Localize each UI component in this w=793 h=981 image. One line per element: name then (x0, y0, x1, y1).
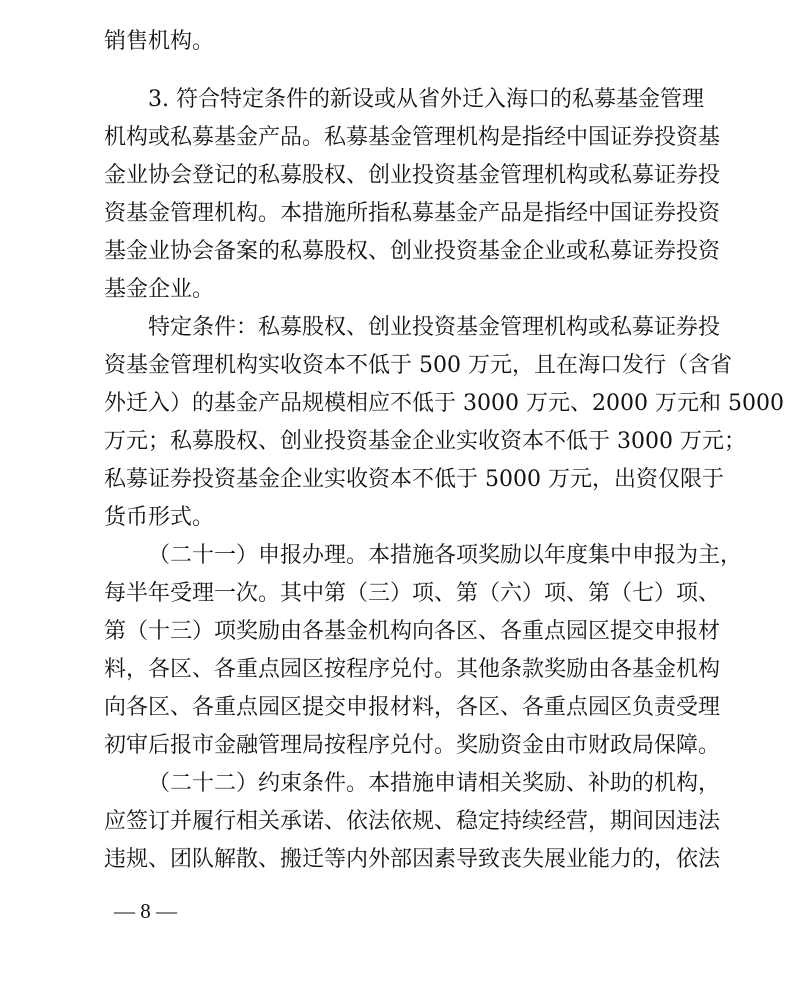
text-line-7: 基金企业。 (104, 277, 215, 302)
text-line-8: 特定条件：私募股权、创业投资基金管理机构或私募证券投 (148, 315, 721, 340)
text-line-6: 基金业协会备案的私募股权、创业投资基金企业或私募证券投资 (104, 239, 721, 264)
text-line-5: 资基金管理机构。本措施所指私募基金产品是指经中国证券投资 (104, 201, 721, 226)
text-line-21: 应签订并履行相关承诺、依法依规、稳定持续经营，期间因违法 (104, 809, 721, 834)
text-line-16: 第（十三）项奖励由各基金机构向各区、各重点园区提交申报材 (104, 619, 721, 644)
text-line-4: 金业协会登记的私募股权、创业投资基金管理机构或私募证券投 (104, 163, 721, 188)
text-line-17: 料，各区、各重点园区按程序兑付。其他条款奖励由各基金机构 (104, 657, 721, 682)
text-line-20: （二十二）约束条件。本措施申请相关奖励、补助的机构， (148, 771, 721, 796)
text-line-2: 3. 符合特定条件的新设或从省外迁入海口的私募基金管理 (148, 87, 704, 112)
text-line-1: 销售机构。 (104, 29, 215, 54)
text-line-9: 资基金管理机构实收资本不低于 500 万元，且在海口发行（含省 (104, 353, 732, 378)
text-line-13: 货币形式。 (104, 505, 215, 530)
text-line-19: 初审后报市金融管理局按程序兑付。奖励资金由市财政局保障。 (104, 733, 721, 758)
text-line-10: 外迁入）的基金产品规模相应不低于 3000 万元、2000 万元和 5000 (104, 391, 784, 416)
text-line-18: 向各区、各重点园区提交申报材料，各区、各重点园区负责受理 (104, 695, 721, 720)
text-line-12: 私募证券投资基金企业实收资本不低于 5000 万元，出资仅限于 (104, 467, 724, 492)
text-line-3: 机构或私募基金产品。私募基金管理机构是指经中国证券投资基 (104, 125, 721, 150)
text-line-15: 每半年受理一次。其中第（三）项、第（六）项、第（七）项、 (104, 581, 721, 606)
text-line-22: 违规、团队解散、搬迁等内外部因素导致丧失展业能力的，依法 (104, 847, 721, 872)
page-number: — 8 — (114, 899, 177, 923)
text-line-14: （二十一）申报办理。本措施各项奖励以年度集中申报为主， (148, 543, 743, 568)
text-line-11: 万元；私募股权、创业投资基金企业实收资本不低于 3000 万元； (104, 429, 746, 454)
